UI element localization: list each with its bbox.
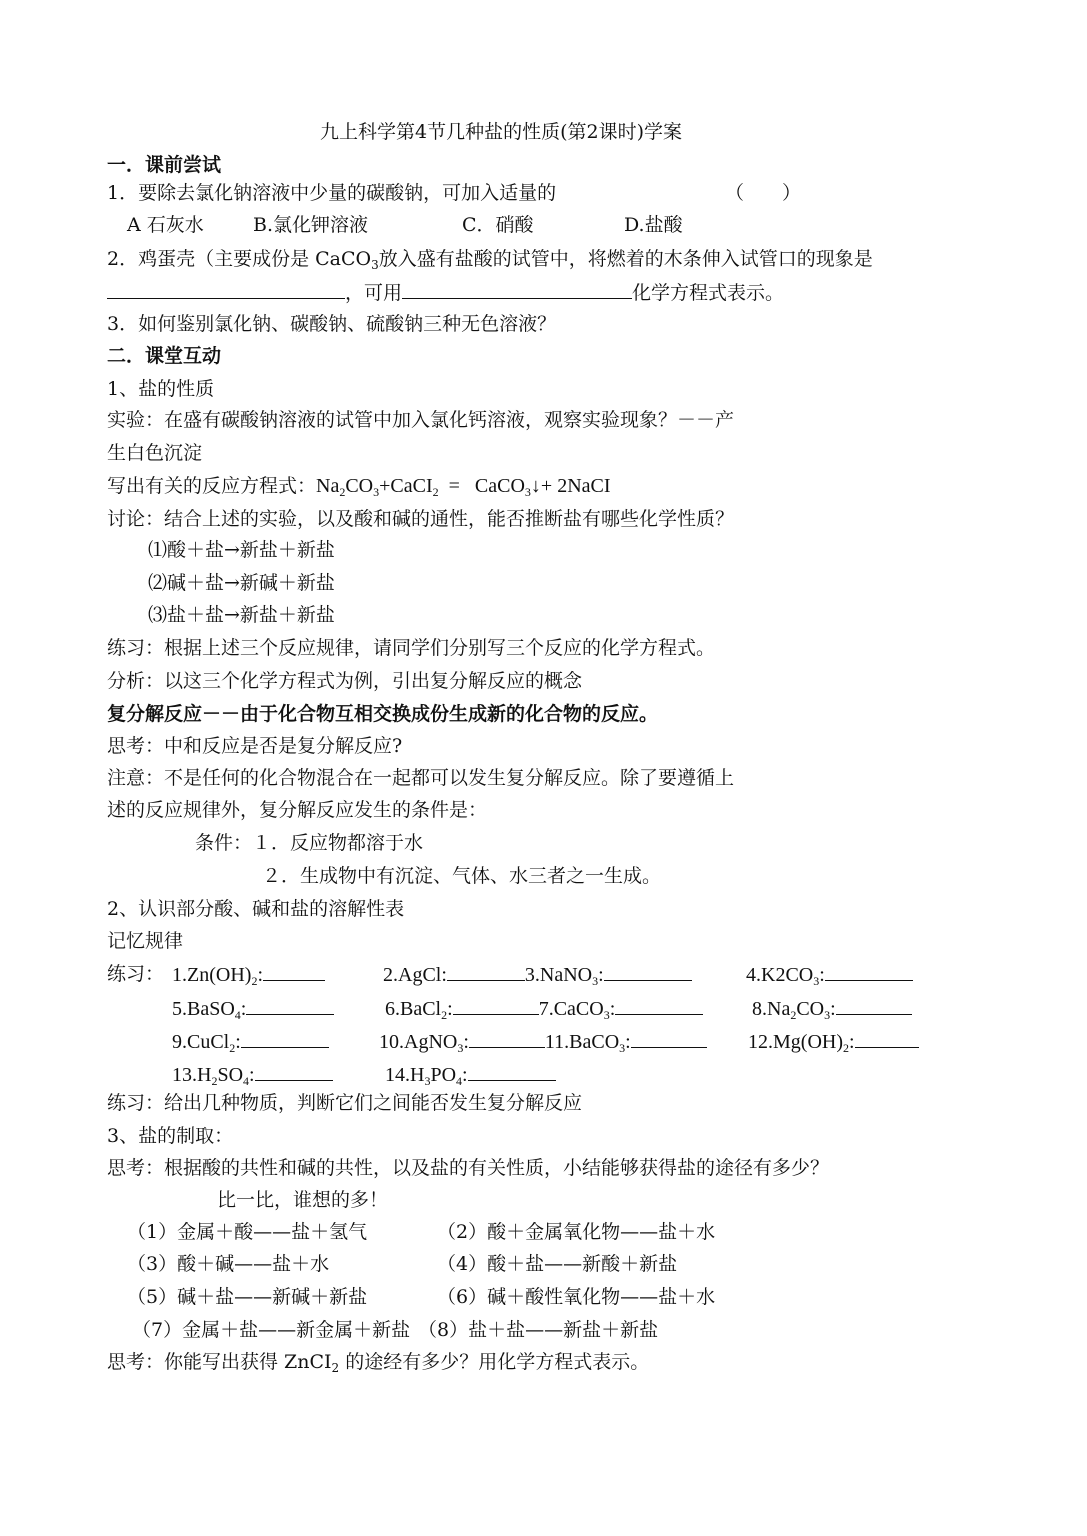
chemical-equation: $Na_2CO_3+CaCI_2$ = CaCO$_3$↓+ 2NaCI [316, 475, 611, 499]
answer-blank-1[interactable] [107, 280, 345, 299]
subsection-2: 2、认识部分酸、碱和盐的溶解性表 [107, 898, 405, 920]
equation-line [107, 474, 611, 498]
practice-label: 练习： [107, 963, 165, 985]
option-b: B.氯化钾溶液 [253, 214, 369, 236]
route-5: （5）碱＋盐——新碱＋新盐 [127, 1286, 368, 1308]
page-title: 九上科学第4节几种盐的性质(第2课时)学案 [320, 121, 683, 143]
analysis: 分析：以这三个化学方程式为例，引出复分解反应的概念 [107, 670, 583, 692]
route-6: （6）碱＋酸性氧化物——盐＋水 [437, 1286, 716, 1308]
note-line-1: 注意：不是任何的化合物混合在一起都可以发生复分解反应。除了要遵循上 [107, 767, 735, 789]
subsection-1: 1、盐的性质 [107, 378, 215, 400]
solubility-item: 6.BaCl$_2$: 7.CaCO$_3$: [385, 996, 703, 1021]
note-line-2: 述的反应规律外，复分解反应发生的条件是： [107, 799, 488, 821]
option-a: A 石灰水 [127, 214, 204, 236]
route-3: （3）酸＋碱——盐＋水 [127, 1253, 330, 1275]
answer-blank[interactable] [604, 962, 692, 981]
question-1-text: 1．要除去氯化钠溶液中少量的碳酸钠，可加入适量的 [107, 182, 557, 204]
equation-label: 写出有关的反应方程式： [107, 475, 317, 497]
think-3-b: 的途经有多少？用化学方程式表示。 [339, 1351, 650, 1373]
answer-blank[interactable] [615, 996, 703, 1015]
answer-blank[interactable] [246, 996, 334, 1015]
question-1 [107, 181, 556, 205]
answer-blank[interactable] [631, 1029, 707, 1048]
subsection-3: 3、盐的制取： [107, 1125, 234, 1147]
solubility-item: $12.Mg(OH)_2$: [748, 1029, 919, 1054]
section-heading-1: 一．课前尝试 [107, 154, 222, 176]
practice-2: 练习：给出几种物质，判断它们之间能否发生复分解反应 [107, 1092, 583, 1114]
route-2: （2）酸＋金属氧化物——盐＋水 [437, 1221, 716, 1243]
answer-blank[interactable] [453, 996, 539, 1015]
answer-blank[interactable] [469, 1029, 545, 1048]
route-4: （4）酸＋盐——新酸＋新盐 [437, 1253, 678, 1275]
question-2-sub: 3 [371, 258, 379, 272]
route-7: （7）金属＋盐——新金属＋新盐 [132, 1319, 411, 1341]
answer-blank[interactable] [241, 1029, 329, 1048]
answer-blank[interactable] [836, 996, 912, 1015]
definition: 复分解反应－－由于化合物互相交换成份生成新的化合物的反应。 [107, 703, 659, 725]
answer-blank[interactable] [263, 962, 325, 981]
question-2-text-a: 2．鸡蛋壳（主要成份是 CaCO [107, 248, 372, 270]
answer-blank[interactable] [255, 1062, 333, 1081]
answer-blank[interactable] [825, 962, 913, 981]
condition-2: ２．生成物中有沉淀、气体、水三者之一生成。 [262, 865, 662, 887]
compare-prompt: 比一比，谁想的多！ [217, 1189, 389, 1211]
think-3-sub: 2 [331, 1361, 340, 1375]
question-2-line2 [107, 280, 784, 305]
answer-blank[interactable] [855, 1029, 919, 1048]
answer-paren: （ ） [725, 182, 802, 204]
question-2-end: 化学方程式表示。 [632, 282, 785, 304]
solubility-item: 5.BaSO$_4$: [172, 996, 334, 1021]
memory-rule: 记忆规律 [107, 930, 184, 952]
section-heading-2: 二．课堂互动 [107, 345, 222, 367]
discussion: 讨论：结合上述的实验，以及酸和碱的通性，能否推断盐有哪些化学性质？ [107, 508, 735, 530]
practice-1: 练习：根据上述三个反应规律，请同学们分别写三个反应的化学方程式。 [107, 637, 716, 659]
solubility-item: $14.H_3PO_4$: [385, 1062, 556, 1087]
think-3 [107, 1350, 649, 1374]
experiment-line-1: 实验：在盛有碳酸钠溶液的试管中加入氯化钙溶液，观察实验现象？－－产 [107, 409, 735, 431]
rule-3: ⑶盐＋盐→新盐＋新盐 [148, 604, 335, 626]
solubility-item: 9.CuCl$_2$: [172, 1029, 329, 1054]
think-1: 思考：中和反应是否是复分解反应? [107, 735, 403, 757]
solubility-item: $4.K2CO_3$: [746, 962, 913, 987]
solubility-item: $8.Na_2CO_3$: [752, 996, 912, 1021]
solubility-item: $13.H_2SO_4$: [172, 1062, 333, 1087]
think-3-a: 思考：你能写出获得 ZnCI [107, 1351, 332, 1373]
condition-1: 条件：１．反应物都溶于水 [195, 832, 424, 854]
think-2: 思考：根据酸的共性和碱的共性，以及盐的有关性质，小结能够获得盐的途径有多少？ [107, 1157, 830, 1179]
question-2-text-b: 放入盛有盐酸的试管中，将燃着的木条伸入试管口的现象是 [378, 248, 873, 270]
question-2 [107, 247, 873, 271]
rule-1: ⑴酸＋盐→新盐＋新盐 [148, 539, 335, 561]
route-8: （8）盐＋盐——新盐＋新盐 [418, 1319, 659, 1341]
solubility-item: 2.AgCl: 3.NaNO$_3$: [383, 962, 692, 987]
rule-2: ⑵碱＋盐→新碱＋新盐 [148, 572, 335, 594]
option-d: D.盐酸 [624, 214, 683, 236]
route-1: （1）金属＋酸——盐＋氢气 [127, 1221, 368, 1243]
option-c: C．硝酸 [462, 214, 534, 236]
solubility-item: $1.Zn(OH)_2$: [172, 962, 325, 987]
answer-blank-2[interactable] [402, 280, 632, 299]
answer-blank[interactable] [468, 1062, 556, 1081]
question-3: 3．如何鉴别氯化钠、碳酸钠、硫酸钠三种无色溶液？ [107, 313, 557, 335]
experiment-line-2: 生白色沉淀 [107, 442, 203, 464]
answer-blank[interactable] [447, 962, 525, 981]
question-2-mid: ，可用 [345, 282, 403, 304]
solubility-item: 10.AgNO$_3$: 11.BaCO$_3$: [379, 1029, 707, 1054]
